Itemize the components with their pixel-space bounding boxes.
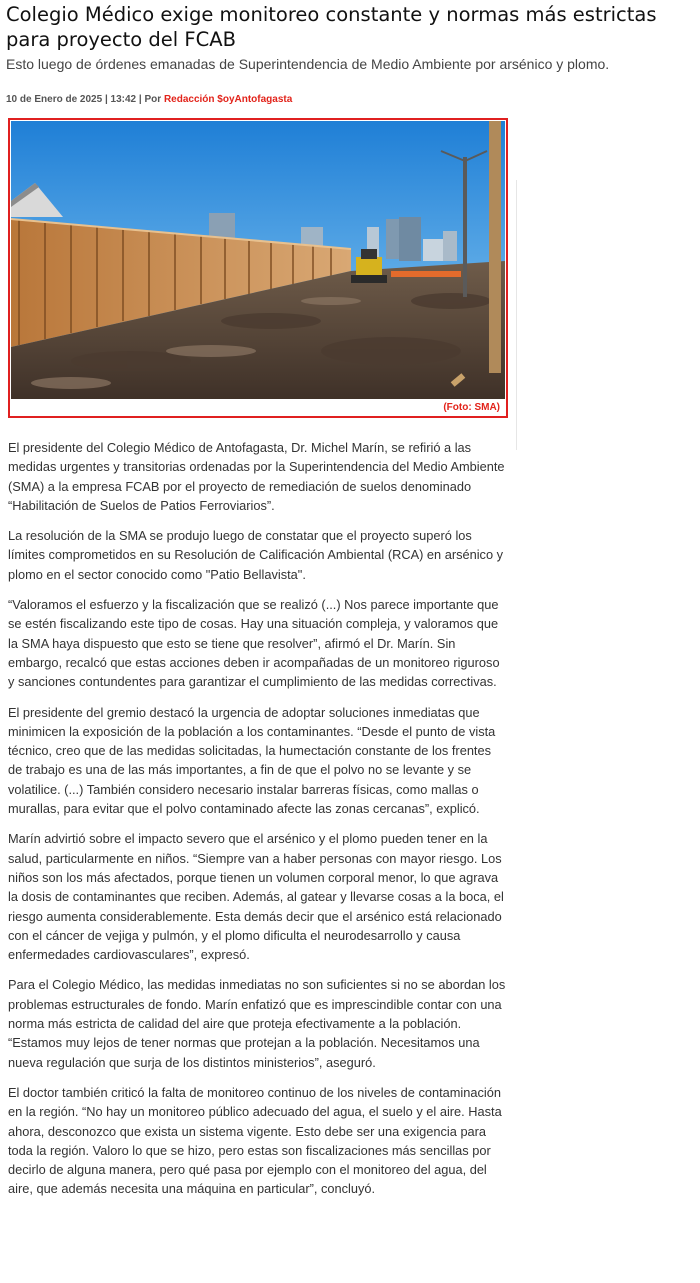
wooden-pole [489,121,501,373]
article-paragraph: El presidente del Colegio Médico de Antofagasta, Dr. Michel Marín, se refirió a las medidas urgentes y transitorias ordenadas por la Superintendencia del Medio Ambiente (SMA) a la empresa FCAB por el proyecto de remediación de suelos denominado “Habilitación de Suelos de Patios Ferroviarios”. [8,440,505,513]
photo-caption: (Foto: SMA) [443,402,500,413]
article-photo-frame [8,118,508,418]
publish-date: 10 de Enero de 2025 [6,94,103,105]
article-paragraph: “Valoramos el esfuerzo y la fiscalización que se realizó (...) Nos parece importante que se estén fiscalizando este tipo de cosas. Hay una situación compleja, y valoramos que la SMA haya dispuesto que esto se tiene que resolver”, afirmó el Dr. Marín. Sin embargo, recalcó que estas acciones deben ir acompañadas de un monitoreo riguroso y sanciones contundentes para garantizar el cumplimiento de las medidas correctivas. [8,597,500,690]
article-headline: Colegio Médico exige monitoreo constante y normas más estrictas para proyecto del FCAB [6,3,657,51]
article-paragraph: La resolución de la SMA se produjo luego de constatar que el proyecto superó los límites comprometidos en su Resolución de Calificación Ambiental (RCA) en arsénico y plomo en el sector conocido como "Patio Bellavista". [8,528,504,582]
article-paragraph: El doctor también criticó la falta de monitoreo continuo de los niveles de contaminación en la región. “No hay un monitoreo público adecuado del agua, el suelo y el aire. Hasta ahora, desconozco que exista un sistema vigente. Esto debe ser una exigencia para toda la región. Valoro lo que se hizo, pero estas son fiscalizaciones más sencillas por decirlo de alguna manera, pero qué pasa por ejemplo con el monitoreo del agua, del aire, que además necesita una máquina en particular”, concluyó. [8,1084,502,1197]
construction-site-photo [11,121,505,399]
article-paragraph: Marín advirtió sobre el impacto severo que el arsénico y el plomo pueden tener en la salud, particularmente en niños. “Siempre van a haber personas con mayor riesgo. Los niños son los más afectados, porque tienen un volumen corporal menor, lo que agrava la dosis de contaminantes que reciben. Además, al gatear y llevarse cosas a la boca, el riesgo aumenta considerablemente. Esta demás decir que el arsénico está relacionado con el cáncer de vejiga y pulmón, y el plomo dificulta el neurodesarrollo y causa enfermedades cardiovasculares”, expresó. [8,831,504,963]
sidebar-divider [516,180,517,450]
author-link[interactable]: Redacción $oyAntofagasta [163,94,293,105]
byline-prefix: | Por [138,94,162,105]
article-paragraph: El presidente del gremio destacó la urgencia de adoptar soluciones inmediatas que minimicen la exposición de la población a los contaminantes. “Desde el punto de vista técnico, creo que de las medidas solicitadas, la humectación constante de los frentes de trabajo es una de las más importantes, a fin de que el polvo no se levante y se volatilice. (...) También considero necesario instalar barreras físicas, como mallas o murallas, para evitar que el polvo contaminado afecte las zonas cercanas”, explicó. [8,704,496,817]
article-body [8,438,508,1210]
orange-barrier [391,271,461,277]
publish-time: 13:42 [110,94,137,105]
meta-separator: | [104,94,108,105]
article-paragraph: Para el Colegio Médico, las medidas inmediatas no son suficientes si no se abordan los problemas estructurales de fondo. Marín enfatizó que es imprescindible contar con una norma más estricta de calidad del aire que proteja efectivamente a la población. “Estamos muy lejos de tener normas que protejan a la población. Necesitamos una nueva regulación que surja de los distintos ministerios”, aseguró. [8,977,506,1070]
article-meta [6,94,292,105]
article-subtitle: Esto luego de órdenes emanadas de Superintendencia de Medio Ambiente por arsénico y plomo. [6,56,610,72]
light-pole [463,157,467,297]
